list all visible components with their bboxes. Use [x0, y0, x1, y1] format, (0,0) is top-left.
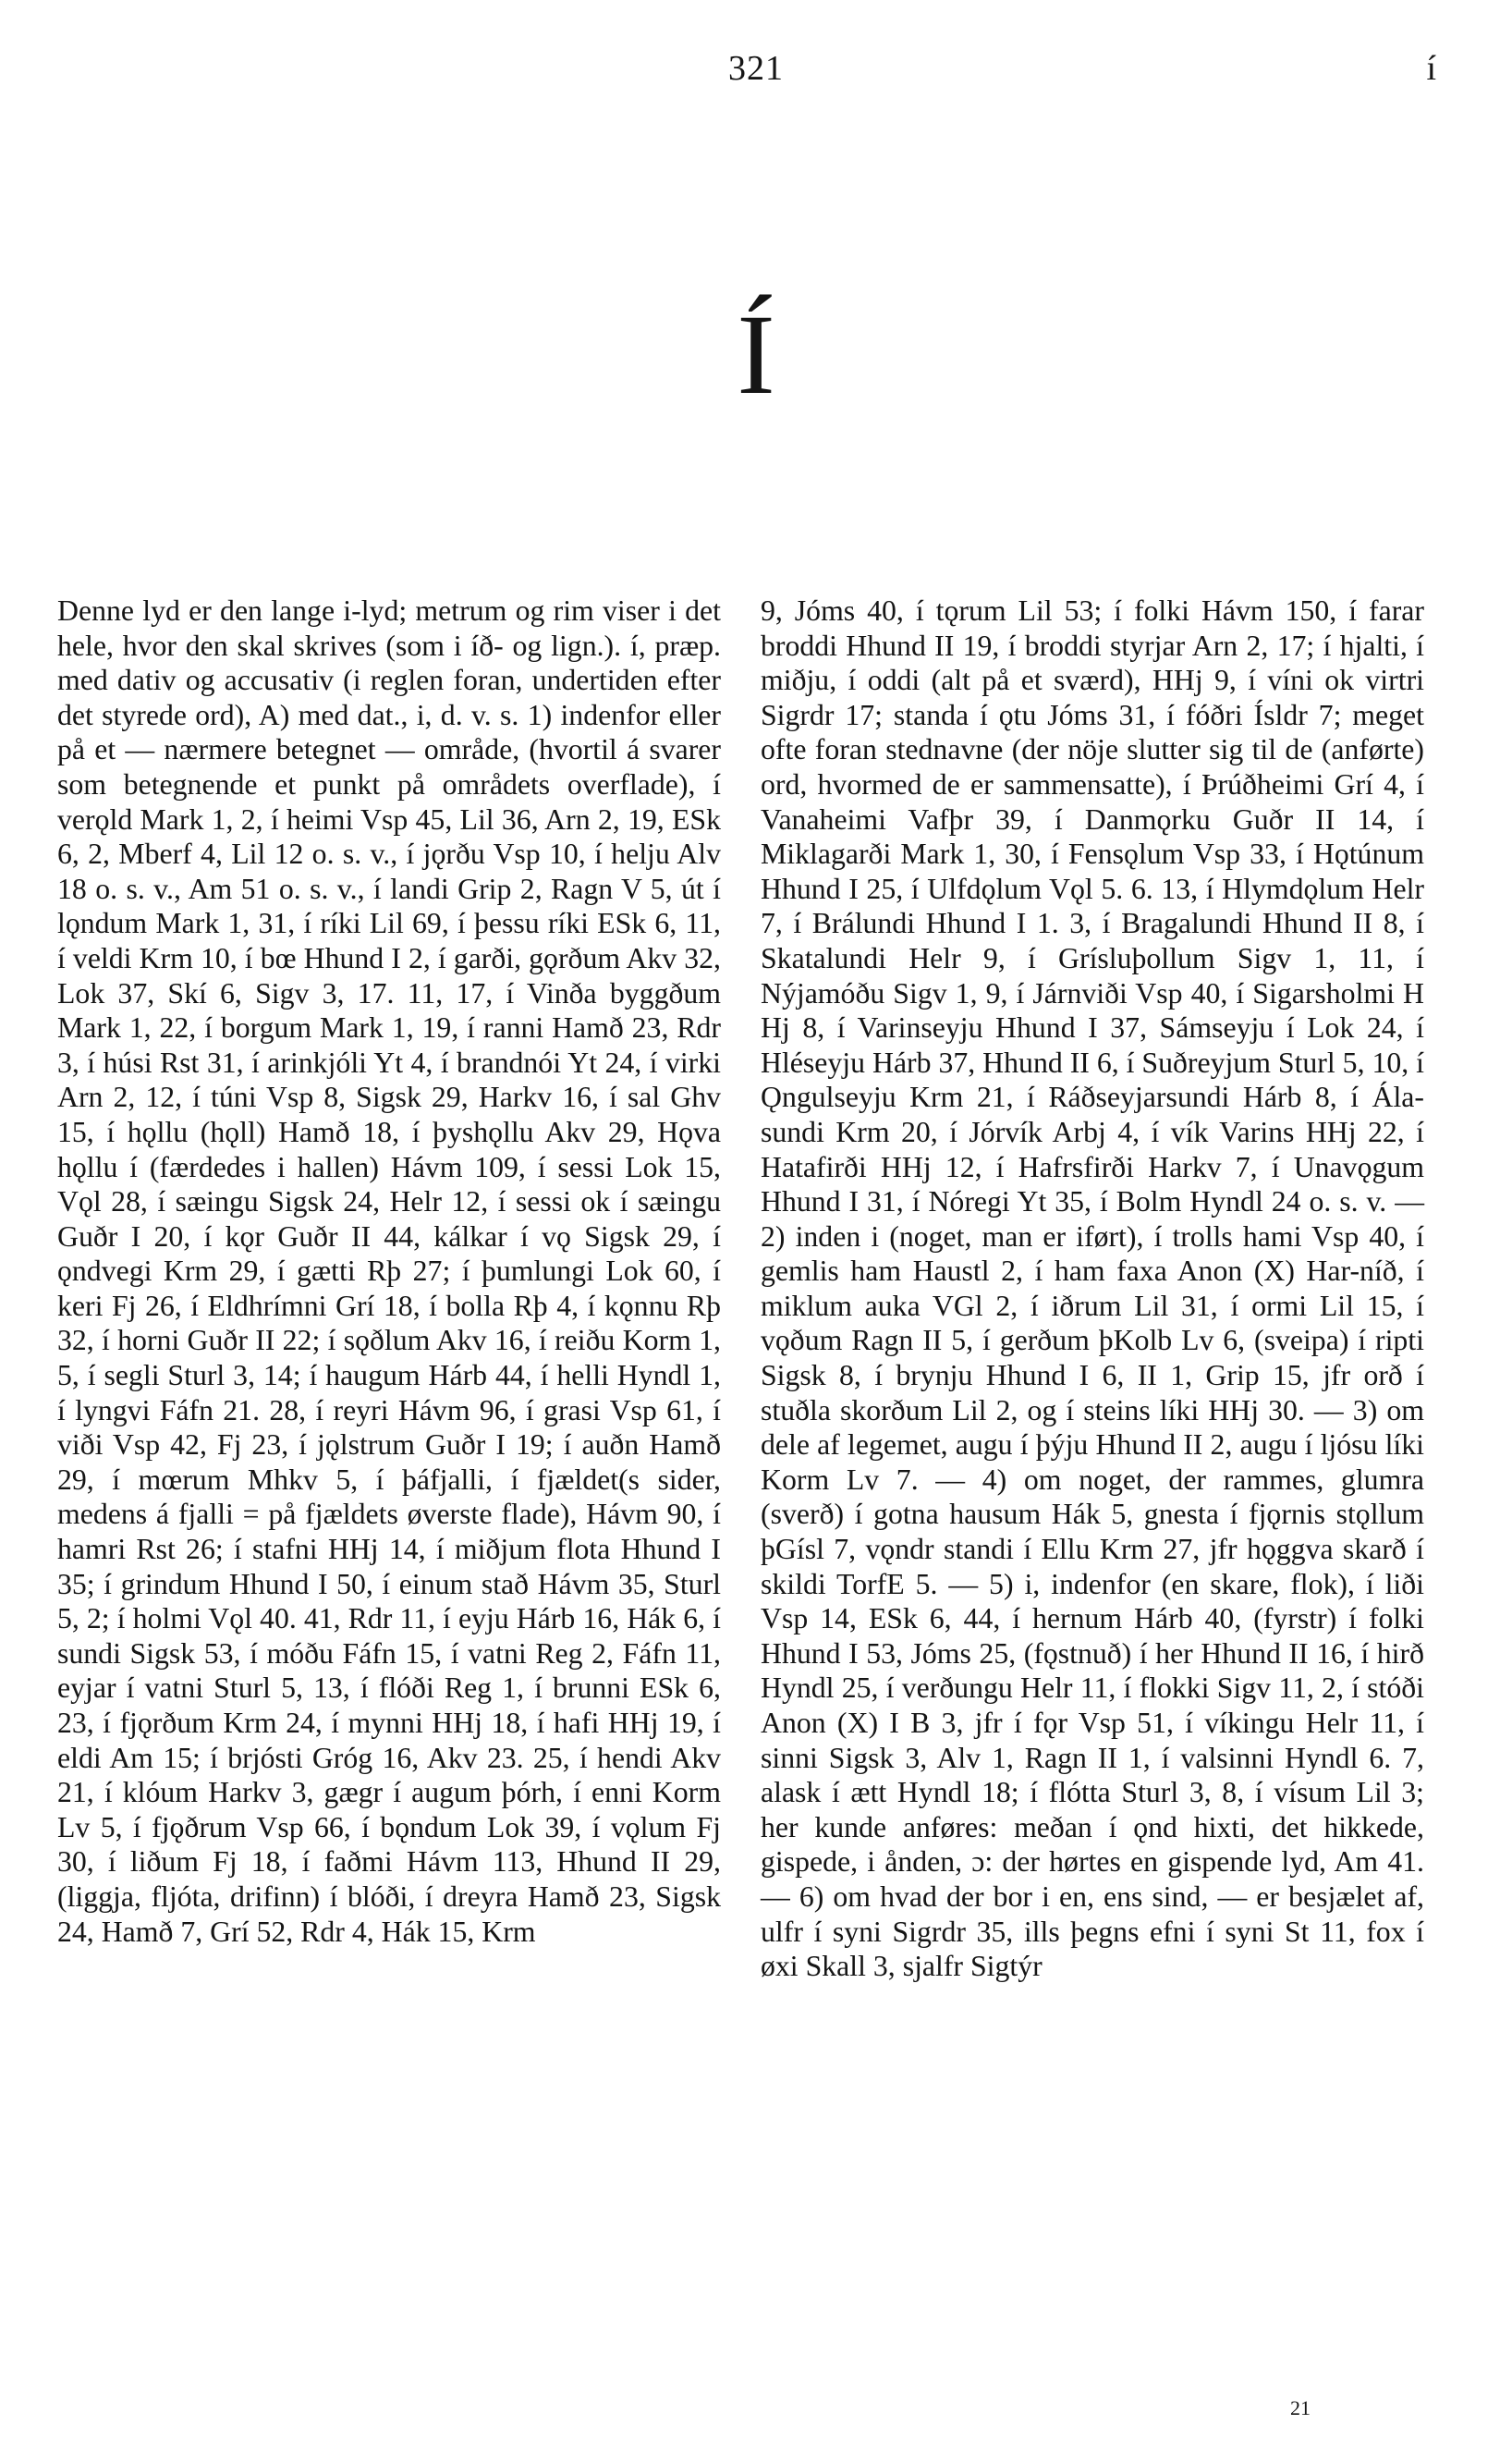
running-headword: í — [1426, 49, 1436, 88]
right-column — [761, 594, 1424, 1984]
page-number: 321 — [728, 49, 784, 88]
left-column-text: Denne lyd er den lange i-lyd; metrum og rim viser i det hele, hvor den skal skrives (som i íð- og lign.). í, præp. med dativ og accusativ (i reglen foran, undertiden efter det styrede ord), A) med dat., i, d. v. s. 1) indenfor eller på et — nærmere betegnet — område, (hvortil á svarer som betegnende et punkt på områdets overflade), í verǫld Mark 1, 2, í heimi Vsp 45, Lil 36, Arn 2, 19, ESk 6, 2, Mberf 4, Lil 12 o. s. v., í jǫrðu Vsp 10, í helju Alv 18 o. s. v., Am 51 o. s. v., í landi Grip 2, Ragn V 5, út í lǫndum Mark 1, 31, í ríki Lil 69, í þessu ríki ESk 6, 11, í veldi Krm 10, í bœ Hhund I 2, í garði, gǫrðum Akv 32, Lok 37, Skí 6, Sigv 3, 17. 11, 17, í Vinða byggðum Mark 1, 22, í borgum Mark 1, 19, í ranni Hamð 23, Rdr 3, í húsi Rst 31, í arinkjóli Yt 4, í brandnói Yt 24, í virki Arn 2, 12, í túni Vsp 8, Sigsk 29, Harkv 16, í sal Ghv 15, í hǫllu (hǫll) Hamð 18, í þyshǫllu Akv 29, Hǫva hǫllu í (færdedes i hallen) Hávm 109, í sessi Lok 15, Vǫl 28, í sæingu Sigsk 24, Helr 12, í sessi ok í sæingu Guðr I 20, í kǫr Guðr II 44, kálkar í vǫ Sigsk 29, í ǫndvegi Krm 29, í gætti Rþ 27; í þumlungi Lok 60, í keri Fj 26, í Eldhrímni Grí 18, í bolla Rþ 4, í kǫnnu Rþ 32, í horni Guðr II 22; í sǫðlum Akv 16, í reiðu Korm 1, 5, í segli Sturl 3, 14; í haugum Hárb 44, í helli Hyndl 1, í lyngvi Fáfn 21. 28, í reyri Hávm 96, í grasi Vsp 61, í viði Vsp 42, Fj 23, í jǫlstrum Guðr I 19; í auðn Hamð 29, í mœrum Mhkv 5, í þáfjalli, í fjældet(s sider, medens á fjalli = på fjældets øverste flade), Hávm 90, í hamri Rst 26; í stafni HHj 14, í miðjum flota Hhund I 35; í grindum Hhund I 50, í einum stað Hávm 35, Sturl 5, 2; í holmi Vǫl 40. 41, Rdr 11, í eyju Hárb 16, Hák 6, í sundi Sigsk 53, í móðu Fáfn 15, í vatni Reg 2, Fáfn 11, eyjar í vatni Sturl 5, 13, í flóði Reg 1, í brunni ESk 6, 23, í fjǫrðum Krm 24, í mynni HHj 18, í hafi HHj 19, í eldi Am 15; í brjósti Gróg 16, Akv 23. 25, í hendi Akv 21, í klóum Harkv 3, gægr í augum þórh, í enni Korm Lv 5, í fjǫðrum Vsp 66, í bǫndum Lok 39, í vǫlum Fj 30, í liðum Fj 18, í faðmi Hávm 113, Hhund II 29, (liggja, fljóta, drifinn) í blóði, í dreyra Hamð 23, Sigsk 24, Hamð 7, Grí 52, Rdr 4, Hák 15, Krm — [57, 594, 721, 1948]
right-column-text: 9, Jóms 40, í tǫrum Lil 53; í folki Hávm 150, í farar broddi Hhund II 19, í broddi styrjar Arn 2, 17; í hjalti, í miðju, í oddi (alt på et sværd), HHj 9, í víni ok virtri Sigrdr 17; standa í ǫtu Jóms 31, í fóðri Ísldr 7; meget ofte foran stednavne (der nöje slutter sig til de (anførte) ord, hvormed de er sammensatte), í Þrúðheimi Grí 4, í Vanaheimi Vafþr 39, í Danmǫrku Guðr II 14, í Miklagarði Mark 1, 30, í Fensǫlum Vsp 33, í Hǫtúnum Hhund I 25, í Ulfdǫlum Vǫl 5. 6. 13, í Hlymdǫlum Helr 7, í Brálundi Hhund I 1. 3, í Bragalundi Hhund II 8, í Skatalundi Helr 9, í Grísluþollum Sigv 1, 11, í Nýjamóðu Sigv 1, 9, í Járnviði Vsp 40, í Sigarsholmi H Hj 8, í Varinseyju Hhund I 37, Sámseyju í Lok 24, í Hléseyju Hárb 37, Hhund II 6, í Suðreyjum Sturl 5, 10, í Ǫngulseyju Krm 21, í Ráðseyjarsundi Hárb 8, í Ála-sundi Krm 20, í Jórvík Arbj 4, í vík Varins HHj 22, í Hatafirði HHj 12, í Hafrsfirði Harkv 7, í Unavǫgum Hhund I 31, í Nóregi Yt 35, í Bolm Hyndl 24 o. s. v. — 2) inden i (noget, man er iført), í trolls hami Vsp 40, í gemlis ham Haustl 2, í ham faxa Anon (X) Har-níð, í miklum auka VGl 2, í iðrum Lil 31, í ormi Lil 15, í vǫðum Ragn II 5, í gerðum þKolb Lv 6, (sveipa) í ripti Sigsk 8, í brynju Hhund I 6, II 1, Grip 15, jfr orð í stuðla skorðum Lil 2, og í steins líki HHj 30. — 3) om dele af legemet, augu í þýju Hhund II 2, augu í ljósu líki Korm Lv 7. — 4) om noget, der rammes, glumra (sverð) í gotna hausum Hák 5, gnesta í fjǫrnis stǫllum þGísl 7, vǫndr standi í Ellu Krm 27, jfr hǫggva skarð í skildi TorfE 5. — 5) i, indenfor (en skare, flok), í liði Vsp 14, ESk 6, 44, í hernum Hárb 40, (fyrstr) í folki Hhund I 53, Jóms 25, (fǫstnuð) í her Hhund II 16, í hirð Hyndl 25, í verðungu Helr 11, í flokki Sigv 11, 2, í stóði Anon (X) I B 3, jfr í fǫr Vsp 51, í víkingu Helr 11, í sinni Sigsk 3, Alv 1, Ragn II 1, í valsinni Hyndl 6. 7, alask í ætt Hyndl 18; í flótta Sturl 3, 8, í vísum Lil 3; her kunde anføres: meðan í ǫnd hixti, det hikkede, gispede, i ånden, ɔ: der hørtes en gispende lyd, Am 41. — 6) om hvad der bor i en, ens sind, — er besjælet af, ulfr í syni Sigrdr 35, ills þegns efni í syni St 11, fox í øxi Skall 3, sjalfr Sigtýr — [761, 594, 1425, 1983]
signature-mark: 21 — [1290, 2396, 1311, 2419]
left-column — [57, 594, 721, 1949]
section-letter: Í — [737, 291, 775, 418]
